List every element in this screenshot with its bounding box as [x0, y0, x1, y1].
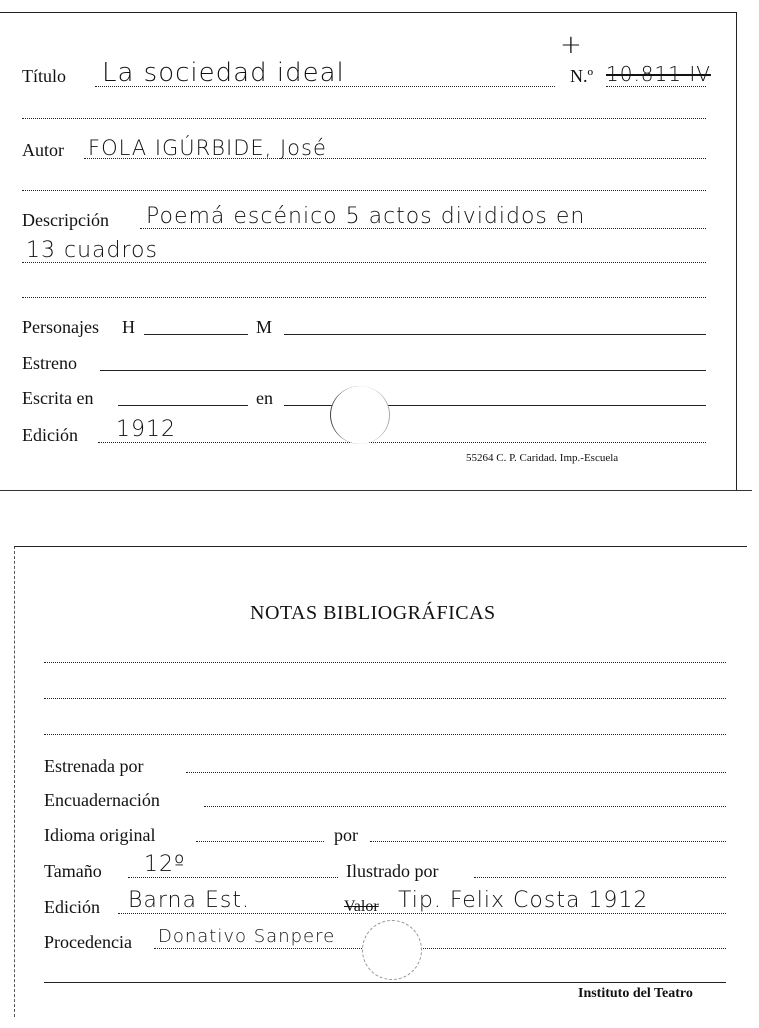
escrita-label: Escrita en [22, 388, 94, 408]
edicion-label: Edición [22, 425, 78, 445]
idioma-label: Idioma original [44, 825, 156, 845]
blank-line-3 [22, 297, 706, 298]
h-label: H [122, 317, 135, 337]
back-edicion-line [118, 913, 726, 914]
autor-value: FOLA IGÚRBIDE, José [88, 136, 327, 160]
back-edicion-value-a: Barna Est. [128, 888, 250, 913]
card-front-edge [0, 490, 752, 491]
tamano-line [128, 877, 338, 878]
punch-hole-back [362, 920, 422, 980]
institution-footer: Instituto del Teatro [578, 986, 693, 1001]
ilustrado-line [474, 877, 726, 878]
estrenada-line [186, 772, 726, 773]
encuadernacion-label: Encuadernación [44, 790, 160, 810]
m-line [284, 334, 706, 335]
procedencia-label: Procedencia [44, 932, 132, 952]
notes-line-1 [44, 662, 726, 663]
idioma-line [196, 841, 324, 842]
numero-line [606, 86, 706, 87]
back-edicion-value-b: Tip. Felix Costa 1912 [398, 888, 649, 913]
h-line [144, 334, 248, 335]
personajes-label: Personajes [22, 317, 99, 337]
procedencia-line [154, 948, 726, 949]
punch-hole-front [330, 386, 390, 444]
titulo-label: Título [22, 66, 66, 86]
notas-heading: NOTAS BIBLIOGRÁFICAS [250, 602, 496, 624]
back-edicion-label: Edición [44, 897, 100, 917]
numero-value: 10.811 IV [606, 62, 711, 86]
cross-mark: + [560, 30, 583, 60]
printer-imprint: 55264 C. P. Caridad. Imp.-Escuela [466, 452, 619, 464]
blank-line-1 [22, 118, 706, 119]
notes-line-3 [44, 734, 726, 735]
autor-label: Autor [22, 140, 64, 160]
estrenada-label: Estrenada por [44, 756, 144, 776]
por-label: por [334, 825, 358, 845]
estreno-label: Estreno [22, 353, 77, 373]
escrita-line [118, 405, 248, 406]
m-label: M [256, 317, 273, 337]
tamano-value: 12º [144, 852, 186, 877]
edicion-line [98, 442, 706, 443]
edicion-value: 1912 [116, 417, 176, 442]
descripcion-value-1: Poemá escénico 5 actos divididos en [146, 204, 586, 229]
por-line [370, 841, 726, 842]
estreno-line [100, 370, 706, 371]
bottom-line [44, 982, 726, 983]
blank-line-2 [22, 190, 706, 191]
ilustrado-label: Ilustrado por [346, 861, 439, 881]
tamano-label: Tamaño [44, 861, 102, 881]
procedencia-value: Donativo Sanpere [158, 926, 336, 947]
descripcion-value-2: 13 cuadros [26, 238, 158, 263]
en-label: en [256, 388, 273, 408]
encuadernacion-line [204, 806, 726, 807]
descripcion-label: Descripción [22, 210, 109, 230]
back-edicion-struck: Valor [344, 898, 379, 915]
notes-line-2 [44, 698, 726, 699]
titulo-value: La sociedad ideal [102, 58, 345, 88]
numero-label: N.º [570, 66, 594, 86]
